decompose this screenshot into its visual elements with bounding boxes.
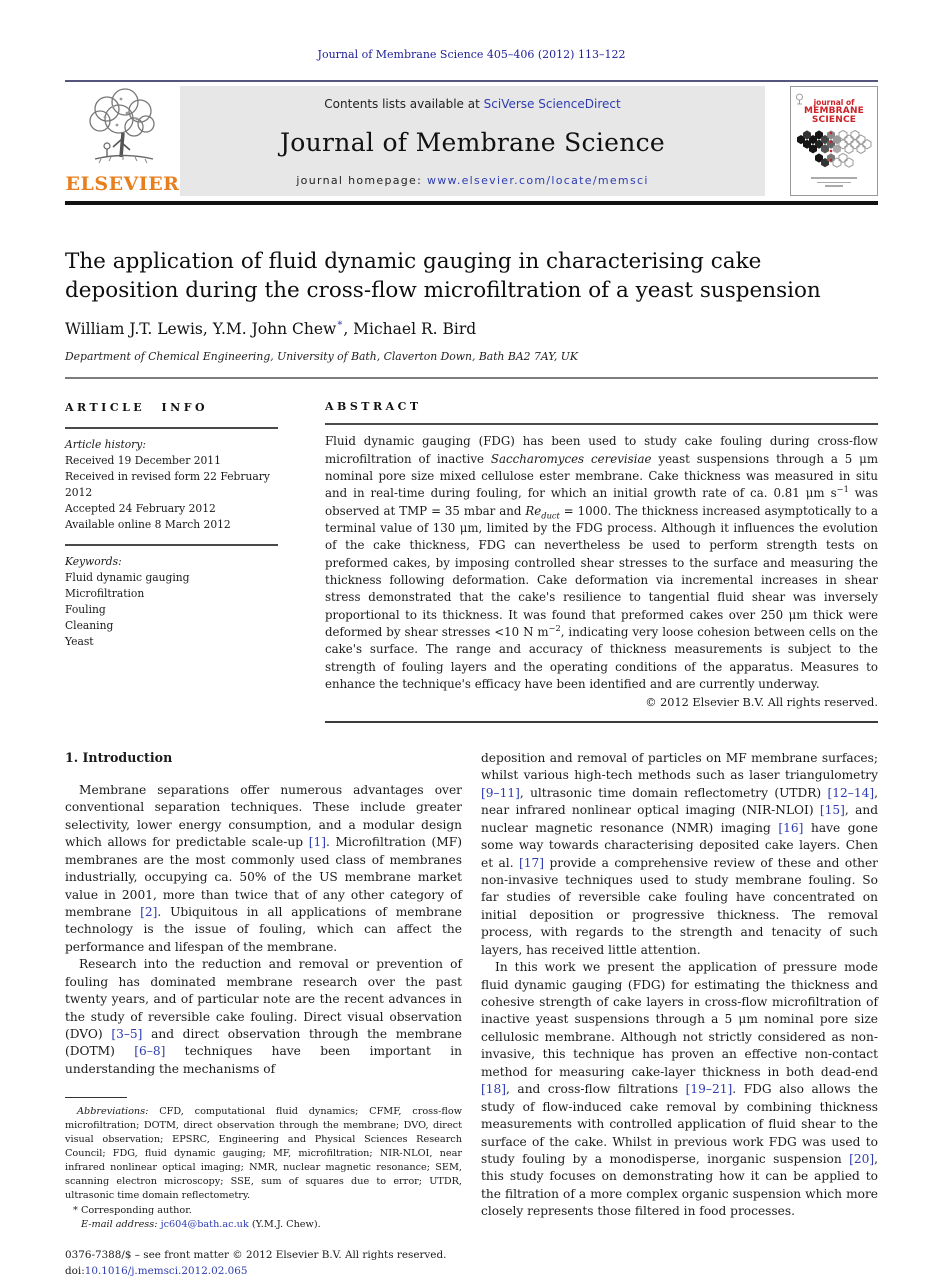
cover-footer-bar [811,177,857,179]
issn-line: 0376-7388/$ – see front matter © 2012 Elsevier B.V. All rights reserved. [65,1249,447,1262]
keyword-item: Yeast [65,635,94,649]
info-abstract-section [65,400,878,722]
history-item: Available online 8 March 2012 [65,518,231,532]
imprint-block [65,1248,462,1279]
reference-link[interactable]: [15] [819,803,845,818]
reference-link[interactable]: [16] [778,820,804,835]
sciverse-sciencedirect-link[interactable]: SciVerse ScienceDirect [483,97,621,111]
contents-line [324,97,620,111]
cover-title-line3: SCIENCE [811,115,857,126]
reference-link[interactable]: [6–8] [134,1044,166,1059]
cover-footer-bar [817,182,851,183]
article-title: The application of fluid dynamic gauging in characterising cake deposition during the cross-flow microfiltration of a yeast suspension [65,249,821,304]
keyword-item: Fluid dynamic gauging [65,571,190,585]
history-item: Received 19 December 2011 [65,454,221,468]
homepage-prefix: journal homepage: [296,174,427,187]
article-info-column [65,400,278,722]
header-divider [65,80,878,82]
article-history-label: Article history: [65,437,146,451]
cover-mini-elsevier-icon [795,90,804,109]
rule [65,427,278,429]
cover-title-line2: MEMBRANE [803,105,865,116]
left-column [65,750,462,1279]
right-column [481,750,878,1279]
corresponding-author-note [65,1204,462,1218]
history-item: Received in revised form 22 February 2012 [65,470,270,500]
abstract-column [325,400,878,722]
article-info-heading: ARTICLE INFO [65,401,209,415]
affiliation: Department of Chemical Engineering, University of Bath, Claverton Down, Bath BA2 7AY, UK [65,350,578,364]
homepage-line [296,174,648,187]
journal-banner-title: Journal of Membrane Science [279,128,666,157]
cover-title [804,99,864,126]
footnote-block [65,1097,462,1232]
rule [325,423,878,425]
journal-banner [65,86,878,196]
authors-first: William J.T. Lewis, Y.M. John Chew [65,320,337,339]
paragraph: Membrane separations offer numerous advantages over conventional separation techniques. These include greater selectivity, lower energy consumption, and a modular design which allows for predictable scale-up [1]. Microfiltration (MF) membranes are the most commonly used class of membranes industrially, occupying ca. 50% of the US membrane market value in 2001, more than twice that of any other category of membrane [2]. Ubiquitous in all applications of membrane technology is the issue of fouling, which can affect the performance and lifespan of the membrane. [65,782,462,954]
section-heading-introduction: 1. Introduction [65,749,173,765]
rule [65,544,278,546]
footnote-asterisk: * [73,1205,78,1217]
reference-link[interactable]: [12–14] [827,785,875,800]
paragraph: deposition and removal of particles on MF membrane surfaces; whilst various high-tech methods such as laser triangulometry [9–11], ultrasonic time domain reflectometry (UTDR) [12–14], near infrared nonlinear optical imaging (NIR-NLOI) [15], and nuclear magnetic resonance (NMR) imaging [16] have gone some way towards characterising deposited cake layers. Chen et al. [17] provide a comprehensive review of these and other non-invasive techniques used to study membrane fouling. So far studies of reversible cake fouling have concentrated on initial deposition or progressive thickness. The removal process, with regards to the strength and tenacity of such layers, has received little attention. [481,750,878,957]
elsevier-tree-icon [77,86,169,174]
cover-title-line1: journal of [813,98,855,107]
paragraph: In this work we present the application of pressure mode fluid dynamic gauging (FDG) for estimating the thickness and cohesive strength of cake layers in cross-flow microfiltration of inactive yeast suspensions through a 5 μm nominal pore size cellulosic membrane. Although not strictly considered as non-invasive, this technique has proven an effective non-contact method for measuring cake-layer thickness in both dead-end [18], and cross-flow filtrations [19–21]. FDG also allows the study of flow-induced cake removal by combining thickness measurements with controlled application of fluid shear to the surface of the cake. Whilst in previous work FDG was used to study fouling by a monodisperse, inorganic suspension [20], this study focuses on demonstrating how it can be applied to the filtration of a more complex organic suspension which more closely represents those filtered in food processes. [481,960,879,1219]
corresponding-author-text: Corresponding author. [80,1205,192,1217]
paragraph: Research into the reduction and removal or prevention of fouling has dominated membrane research over the past twenty years, and of particular note are the recent advances in the study of reversible cake fouling. Direct visual observation (DVO) [3–5] and direct observation through the membrane (DOTM) [6–8] techniques have been important in understanding the mechanisms of [65,957,462,1076]
abbreviations-note: Abbreviations: CFD, computational fluid dynamics; CFMF, cross-flow microfiltration; DOTM, direct observation through the membrane; DVO, direct visual observation; EPSRC, Engineering and Physical Sciences Research Council; FDG, fluid dynamic gauging; MF, microfiltration; NIR-NLOI, near infrared nonlinear optical imaging; NMR, nuclear magnetic resonance; SEM, scanning electron microscopy; SSE, sum of squares due to error; UTDR, ultrasonic time domain reflectometry. [65,1106,462,1202]
reference-link[interactable]: [9–11] [481,785,520,800]
contents-prefix: Contents lists available at [324,97,484,111]
banner-center [180,86,765,196]
abstract-heading: ABSTRACT [325,400,422,414]
title-block-divider [65,377,878,379]
journal-cover [790,86,878,196]
hyperlink[interactable]: jc604@bath.ac.uk [160,1219,249,1231]
copyright-line: © 2012 Elsevier B.V. All rights reserved. [645,696,878,710]
author-line [65,320,878,338]
cover-hexagon-art [795,129,873,171]
reference-link[interactable]: [2] [140,904,158,919]
reference-link[interactable]: [19–21] [685,1082,733,1097]
reference-link[interactable]: [3–5] [111,1027,143,1042]
reference-link[interactable]: [17] [519,855,545,870]
elsevier-wordmark: ELSEVIER [65,173,180,195]
keyword-item: Fouling [65,603,106,617]
reference-link[interactable]: [20] [849,1151,875,1166]
footnote-rule [65,1097,127,1098]
journal-homepage-link[interactable]: www.elsevier.com/locate/memsci [426,174,649,187]
cover-footer-bar [825,185,843,187]
reference-link[interactable]: [1] [308,835,326,850]
body-text [65,750,878,1279]
authors-last: , Michael R. Bird [343,320,477,339]
reference-link[interactable]: [18] [481,1082,507,1097]
doi-line: doi:10.1016/j.memsci.2012.02.065 [65,1264,248,1277]
banner-bottom-rule [65,201,878,205]
elsevier-logo [65,86,180,196]
corresponding-author-mark[interactable]: * [337,320,343,332]
abstract-text: Fluid dynamic gauging (FDG) has been used to study cake fouling during cross-flow microfiltration of inactive Saccharomyces cerevisiae yeast suspensions through a 5 μm nominal pore size mixed cellulose ester membrane. Cake thickness was measured in situ and in real-time during fouling, for which an initial growth rate of ca. 0.81 μm $s^{-1}$ was observed at TMP = 35 mbar and $Re_{duct} = 1000$. The thickness increased asymptotically to a terminal value of 130 μm, limited by the FDG process. Although it influences the evolution of the cake thickness, FDG can nevertheless be used to perform strength tests on preformed cakes, by imposing controlled shear stresses to the surface and measuring the thickness following deformation. Cake deformation via incremental increases in shear stress demonstrated that the cake's resilience to tangential fluid shear was inversely proportional to its thickness. It was found that preformed cakes over 250 μm thick were deformed by shear stresses <10 N $m^{-2}$, indicating very loose cohesion between cells on the cake's surface. The range and accuracy of thickness measurements is subject to the strength of fouling layers and the operating conditions of the apparatus. Measures to enhance the technique's efficacy have been identified and are currently underway. [325,434,879,692]
hyperlink[interactable]: 10.1016/j.memsci.2012.02.065 [84,1264,248,1277]
rule [325,721,878,723]
keywords-label: Keywords: [65,555,122,569]
email-note: E-mail address: jc604@bath.ac.uk (Y.M.J. Chew). [81,1219,321,1231]
keyword-item: Cleaning [65,619,114,633]
keyword-item: Microfiltration [65,587,145,601]
history-item: Accepted 24 February 2012 [65,502,216,516]
journal-citation: Journal of Membrane Science 405–406 (2012) 113–122 [317,48,626,61]
